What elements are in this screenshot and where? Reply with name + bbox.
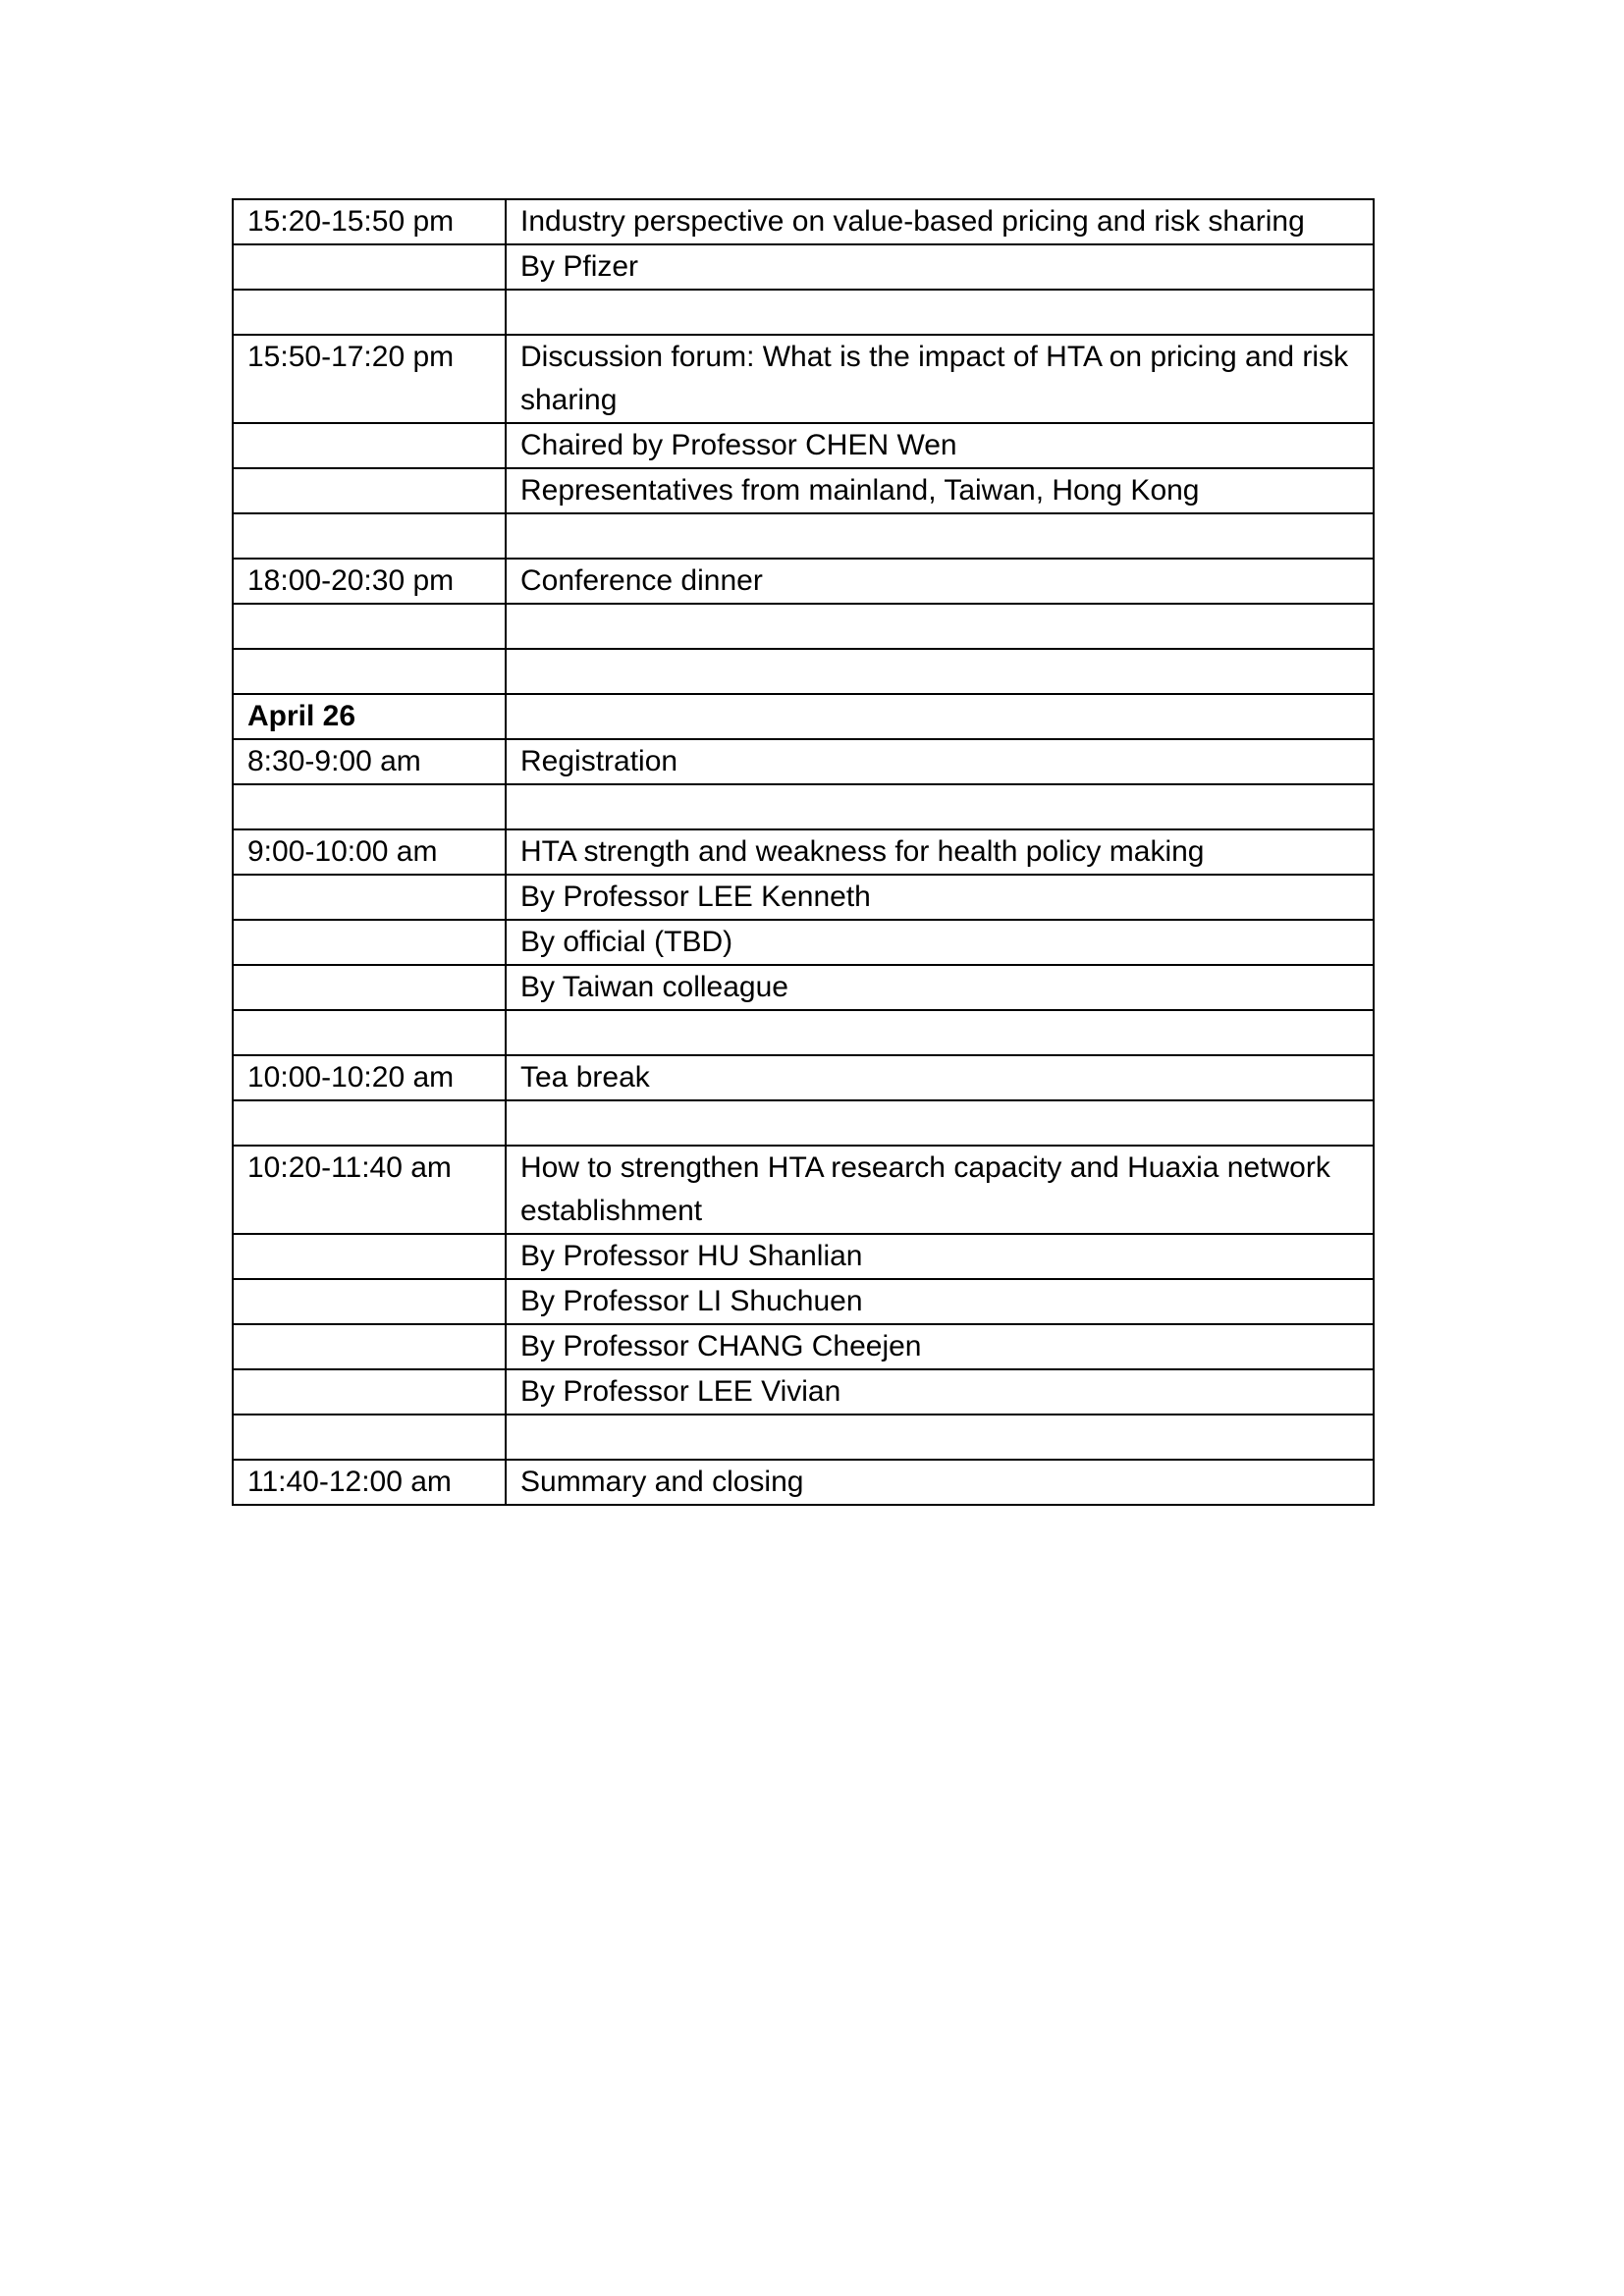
session-cell: By Professor LEE Vivian (506, 1369, 1374, 1415)
table-row (233, 290, 1374, 335)
table-row (233, 965, 1374, 1010)
table-row (233, 1324, 1374, 1369)
time-cell (233, 290, 506, 335)
table-row (233, 1279, 1374, 1324)
table-row (233, 1369, 1374, 1415)
session-cell: Discussion forum: What is the impact of HTA on pricing and risk sharing (506, 335, 1374, 423)
session-cell: By Professor CHANG Cheejen (506, 1324, 1374, 1369)
time-cell (233, 1369, 506, 1415)
session-cell: By Professor LEE Kenneth (506, 875, 1374, 920)
session-cell (506, 784, 1374, 829)
table-row (233, 649, 1374, 694)
session-cell (506, 1415, 1374, 1460)
time-cell (233, 468, 506, 513)
time-cell (233, 965, 506, 1010)
time-cell: 15:20-15:50 pm (233, 199, 506, 244)
session-cell: How to strengthen HTA research capacity and Huaxia network establishment (506, 1146, 1374, 1234)
time-cell (233, 920, 506, 965)
session-cell (506, 649, 1374, 694)
table-row (233, 875, 1374, 920)
table-row (233, 244, 1374, 290)
time-cell: April 26 (233, 694, 506, 739)
session-cell (506, 694, 1374, 739)
time-cell: 10:20-11:40 am (233, 1146, 506, 1234)
time-cell (233, 244, 506, 290)
time-cell (233, 784, 506, 829)
time-cell: 9:00-10:00 am (233, 829, 506, 875)
session-cell: Summary and closing (506, 1460, 1374, 1505)
time-cell: 11:40-12:00 am (233, 1460, 506, 1505)
session-cell: Chaired by Professor CHEN Wen (506, 423, 1374, 468)
session-cell: Registration (506, 739, 1374, 784)
table-row (233, 423, 1374, 468)
session-cell (506, 290, 1374, 335)
schedule-table (232, 198, 1375, 1506)
session-cell: Industry perspective on value-based pricing and risk sharing (506, 199, 1374, 244)
table-row (233, 784, 1374, 829)
session-cell: Representatives from mainland, Taiwan, Hong Kong (506, 468, 1374, 513)
time-cell (233, 604, 506, 649)
time-cell: 8:30-9:00 am (233, 739, 506, 784)
session-cell: Tea break (506, 1055, 1374, 1100)
time-cell (233, 1279, 506, 1324)
time-cell: 18:00-20:30 pm (233, 559, 506, 604)
time-cell (233, 1100, 506, 1146)
session-cell: By official (TBD) (506, 920, 1374, 965)
table-row (233, 739, 1374, 784)
session-cell: By Professor HU Shanlian (506, 1234, 1374, 1279)
session-cell: Conference dinner (506, 559, 1374, 604)
session-cell (506, 1100, 1374, 1146)
time-cell (233, 875, 506, 920)
time-cell (233, 1234, 506, 1279)
table-row (233, 829, 1374, 875)
table-row (233, 1146, 1374, 1234)
session-cell: HTA strength and weakness for health policy making (506, 829, 1374, 875)
table-row (233, 1415, 1374, 1460)
session-cell: By Professor LI Shuchuen (506, 1279, 1374, 1324)
session-cell (506, 1010, 1374, 1055)
session-cell: By Pfizer (506, 244, 1374, 290)
table-row (233, 513, 1374, 559)
table-row (233, 199, 1374, 244)
schedule-body (233, 199, 1374, 1505)
table-row (233, 468, 1374, 513)
time-cell (233, 1010, 506, 1055)
table-row (233, 694, 1374, 739)
session-cell: By Taiwan colleague (506, 965, 1374, 1010)
time-cell: 10:00-10:20 am (233, 1055, 506, 1100)
time-cell (233, 1324, 506, 1369)
time-cell (233, 649, 506, 694)
table-row (233, 1234, 1374, 1279)
table-row (233, 1100, 1374, 1146)
table-row (233, 920, 1374, 965)
time-cell: 15:50-17:20 pm (233, 335, 506, 423)
table-row (233, 1460, 1374, 1505)
time-cell (233, 513, 506, 559)
session-cell (506, 513, 1374, 559)
time-cell (233, 423, 506, 468)
session-cell (506, 604, 1374, 649)
table-row (233, 1055, 1374, 1100)
time-cell (233, 1415, 506, 1460)
table-row (233, 604, 1374, 649)
table-row (233, 335, 1374, 423)
table-row (233, 1010, 1374, 1055)
table-row (233, 559, 1374, 604)
